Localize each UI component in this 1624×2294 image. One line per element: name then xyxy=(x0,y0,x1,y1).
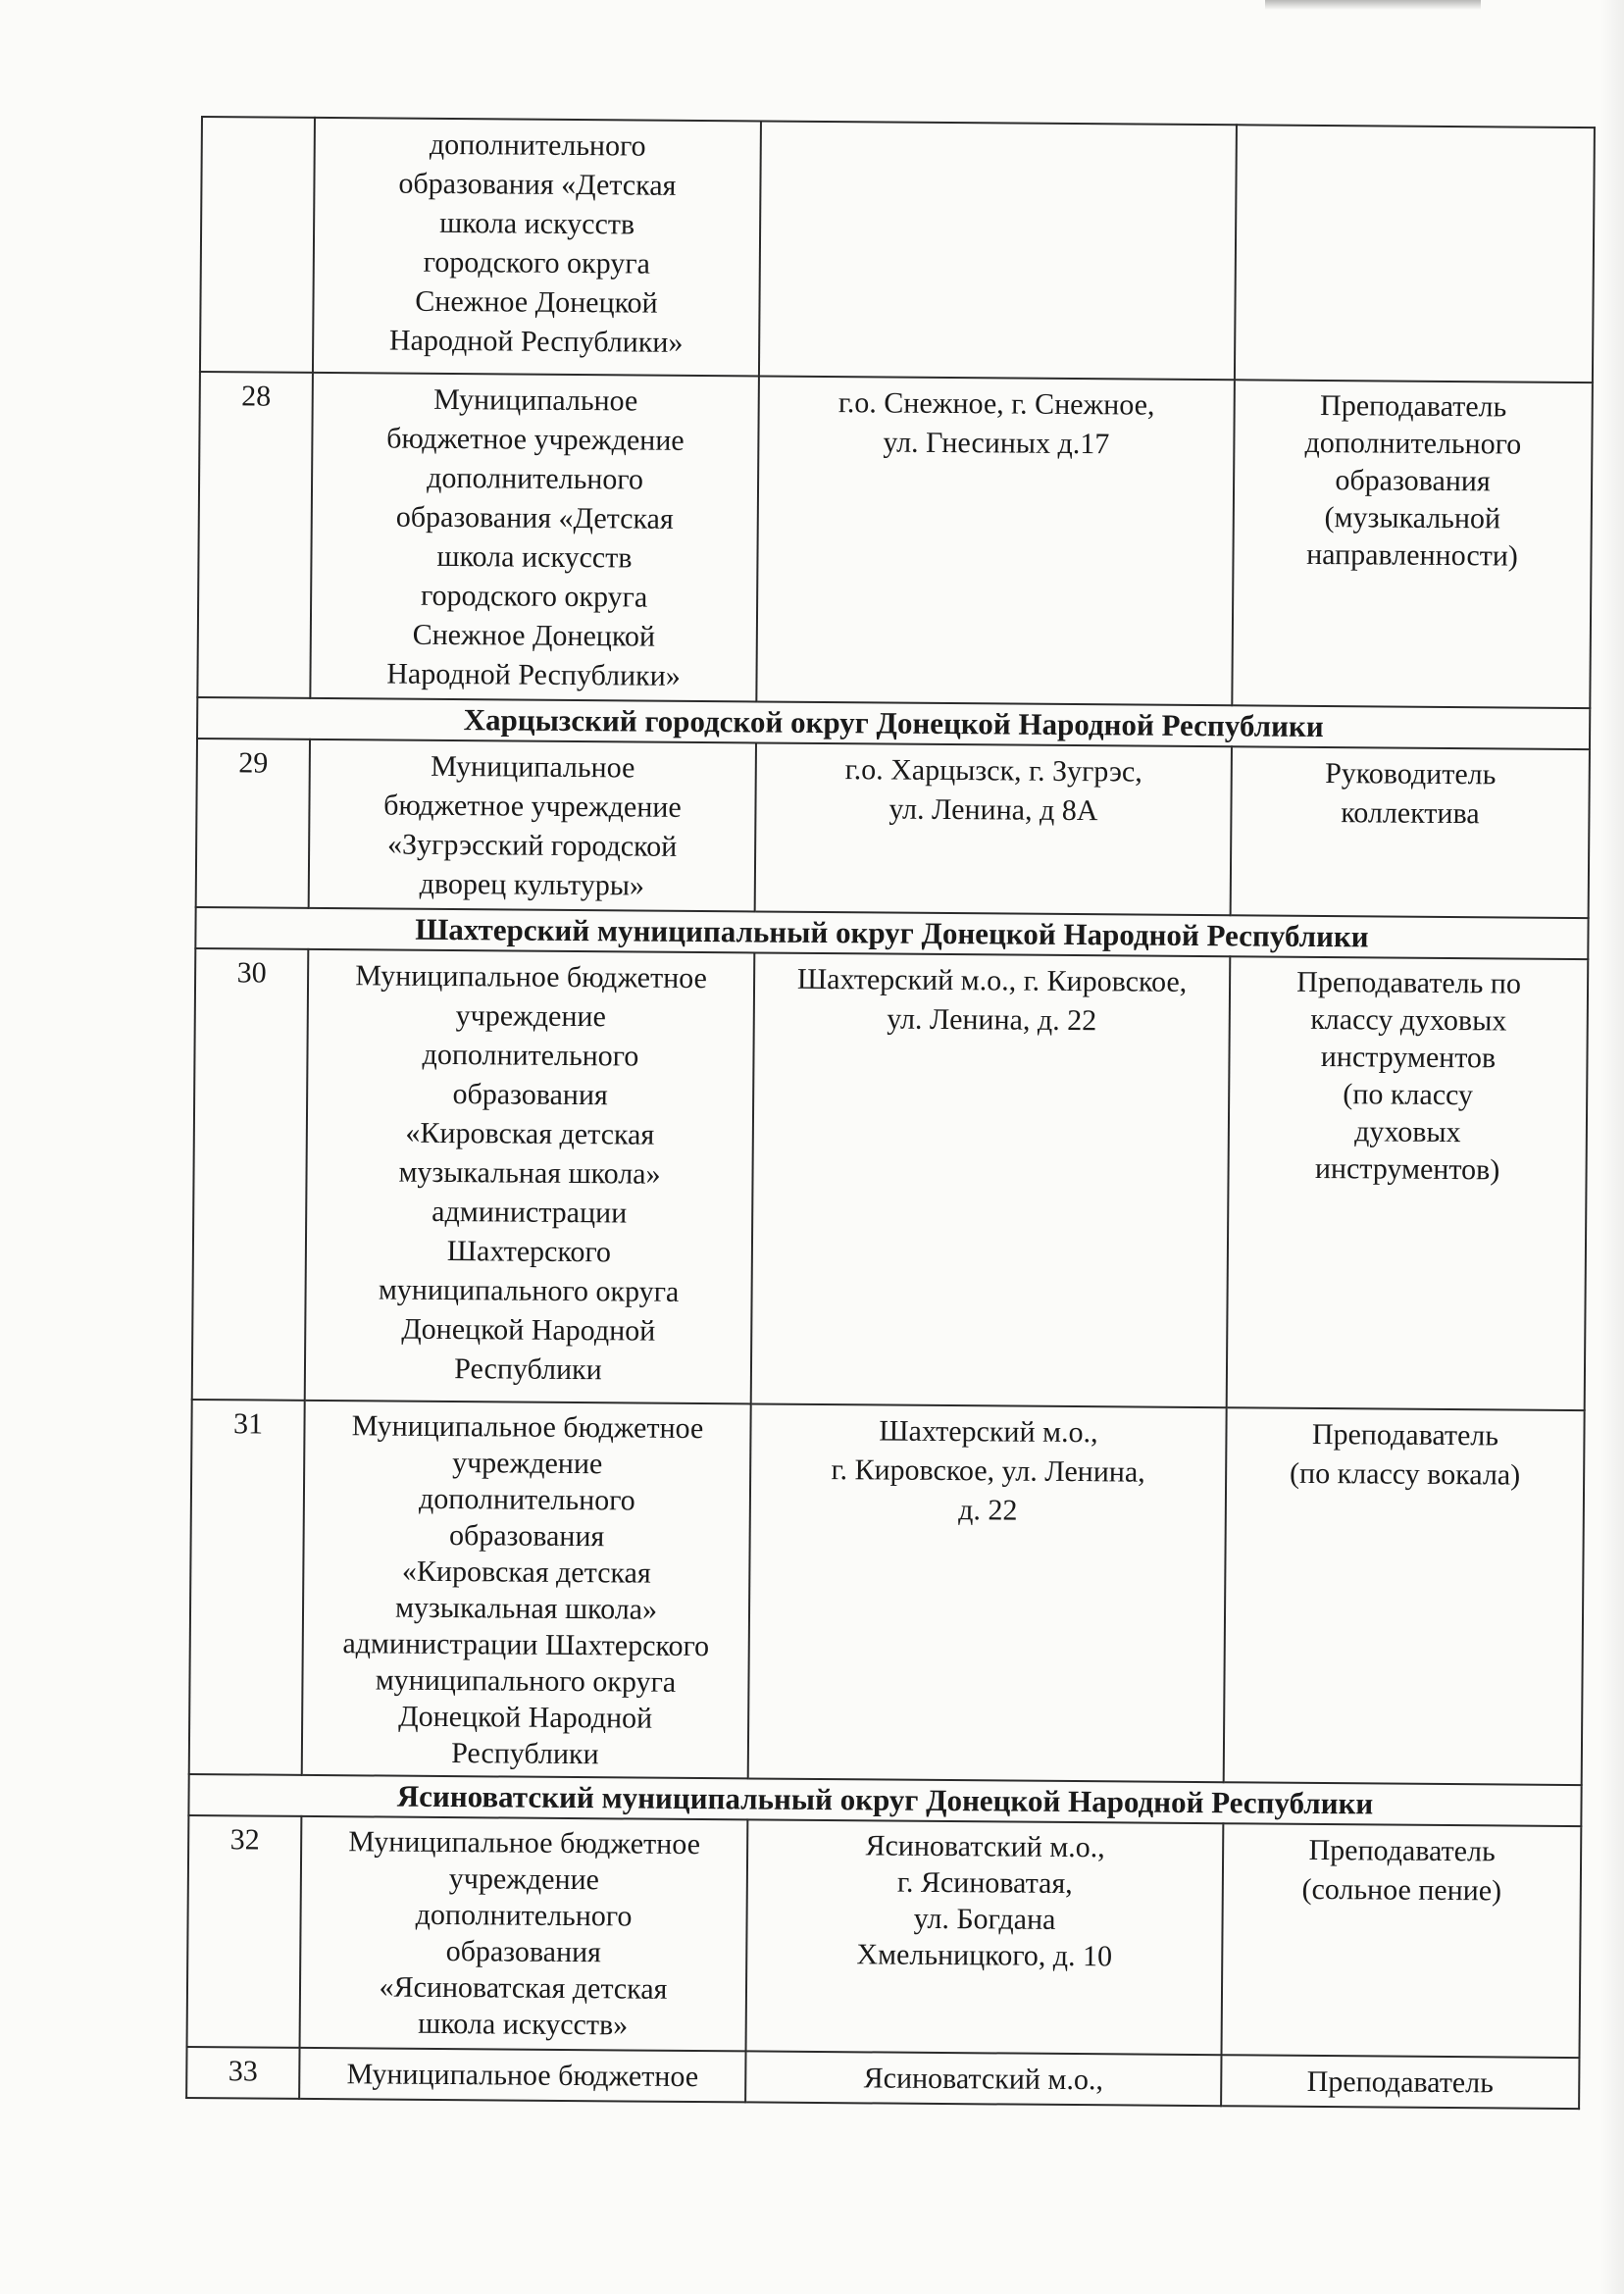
organization-cell: дополнительного образования «Детская школа искусств городского округа Снежное Донецкой Народной Республики» xyxy=(313,118,761,377)
section-heading: Харцызский городской округ Донецкой Народной Республики xyxy=(197,697,1590,749)
address-cell: Шахтерский м.о., г. Кировское, ул. Ленина, д. 22 xyxy=(748,1403,1227,1782)
table-row xyxy=(187,1815,1582,2058)
address-cell xyxy=(759,121,1237,380)
position-cell: Руководитель коллектива xyxy=(1231,746,1590,918)
position-cell: Преподаватель (сольное пение) xyxy=(1222,1823,1582,2058)
organization-cell: Муниципальное бюджетное учреждение дополнительного образования «Кировская детская музыкальная школа» администрации Шахтерского муниципального округа Донецкой Народной Республики xyxy=(305,949,755,1404)
address-cell: Ясиноватский м.о., г. Ясиноватая, ул. Богдана Хмельницкого, д. 10 xyxy=(746,1819,1224,2055)
row-number: 30 xyxy=(192,948,309,1401)
row-number: 31 xyxy=(189,1400,305,1775)
institutions-table xyxy=(185,116,1596,2110)
position-cell: Преподаватель xyxy=(1221,2055,1579,2109)
position-cell: Преподаватель (по классу вокала) xyxy=(1224,1407,1585,1785)
organization-cell: Муниципальное бюджетное учреждение дополнительного образования «Детская школа искусств городского округа Снежное Донецкой Народной Республики» xyxy=(310,373,759,702)
section-heading: Ясиноватский муниципальный округ Донецкой Народной Республики xyxy=(188,1774,1581,1826)
row-number: 28 xyxy=(197,372,313,698)
organization-cell: Муниципальное бюджетное учреждение дополнительного образования «Ясиноватская детская школа искусств» xyxy=(300,1816,748,2052)
row-number: 29 xyxy=(196,739,310,908)
organization-cell: Муниципальное бюджетное xyxy=(299,2048,745,2103)
position-cell: Преподаватель дополнительного образования (музыкальной направленности) xyxy=(1232,380,1593,708)
address-cell: Ясиноватский м.о., xyxy=(745,2051,1221,2106)
organization-cell: Муниципальное бюджетное учреждение «Зугрэсский городской дворец культуры» xyxy=(309,739,756,912)
table-row xyxy=(186,2047,1579,2109)
scan-shadow-top xyxy=(1265,0,1481,10)
address-cell: Шахтерский м.о., г. Кировское, ул. Ленина, д. 22 xyxy=(751,952,1231,1407)
table-row xyxy=(196,739,1590,918)
row-number: 32 xyxy=(187,1815,302,2048)
address-cell: г.о. Снежное, г. Снежное, ул. Гнесиных д.17 xyxy=(756,376,1235,705)
table-row xyxy=(200,117,1595,382)
document-page xyxy=(185,116,1594,2110)
organization-cell: Муниципальное бюджетное учреждение дополнительного образования «Кировская детская музыкальная школа» администрации Шахтерского муниципального округа Донецкой Народной Республики xyxy=(302,1401,751,1779)
scan-shadow-edge xyxy=(1600,0,1624,2294)
row-number: 33 xyxy=(186,2047,299,2099)
table-row xyxy=(192,948,1589,1410)
section-heading: Шахтерский муниципальный округ Донецкой Народной Республики xyxy=(195,907,1588,959)
position-cell xyxy=(1235,125,1595,382)
position-cell: Преподаватель по классу духовых инструментов (по классу духовых инструментов) xyxy=(1227,956,1589,1410)
table-row xyxy=(197,372,1593,708)
row-number xyxy=(200,117,315,373)
address-cell: г.о. Харцызск, г. Зугрэс, ул. Ленина, д 8А xyxy=(755,742,1232,915)
table-row xyxy=(189,1400,1585,1785)
